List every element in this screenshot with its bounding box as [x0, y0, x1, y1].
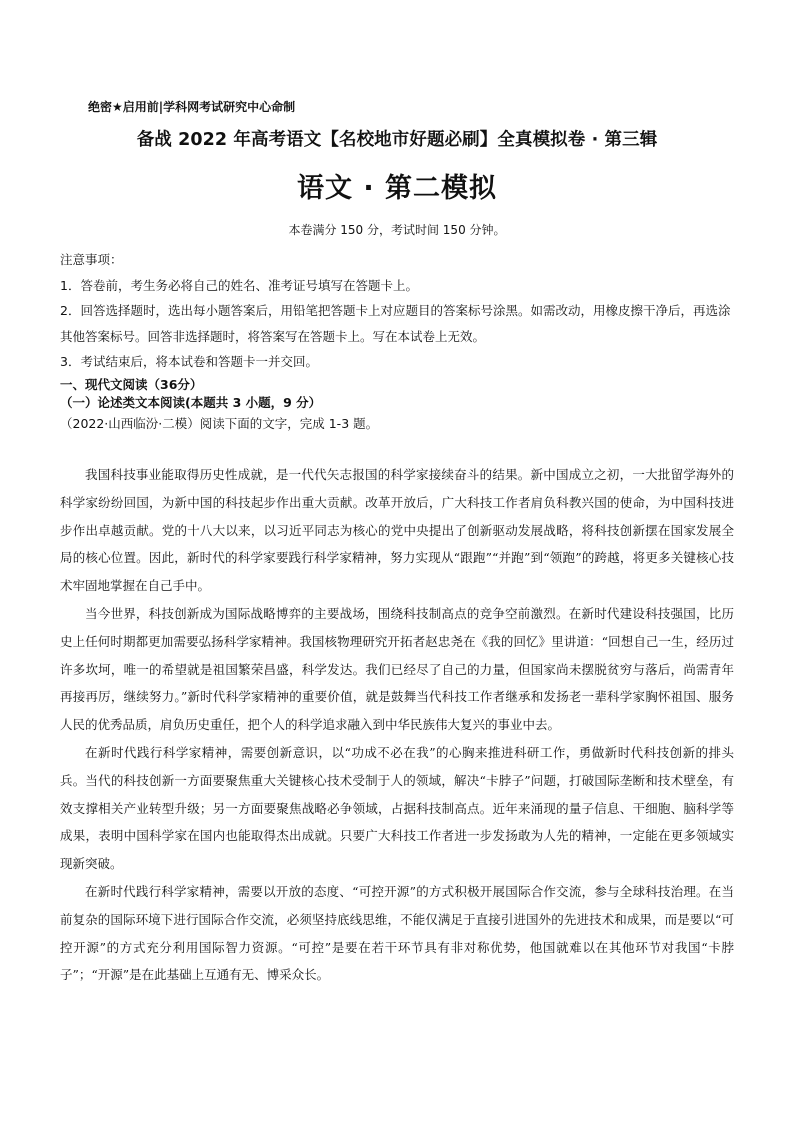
- section-heading: 一、现代文阅读（36分）: [60, 376, 203, 392]
- confidential-label: 绝密★启用前|学科网考试研究中心命制: [88, 100, 296, 114]
- passage-paragraph: 在新时代践行科学家精神，需要创新意识，以“功成不必在我”的心胸来推进科研工作，勇做新时代科技创新的排头兵。当代的科技创新一方面要聚焦重大关键核心技术受制于人的领域，解决“卡脖子”问题，打破国际垄断和技术壁垒，有效支撑相关产业转型升级；另一方面要聚焦战略必争领域，占据科技制高点。近年来涌现的量子信息、干细胞、脑科学等成果，表明中国科学家在国内也能取得杰出成就。只要广大科技工作者进一步发扬敢为人先的精神，一定能在更多领域实现新突破。: [60, 744, 734, 872]
- exam-meta: 本卷满分 150 分，考试时间 150 分钟。: [288, 223, 506, 237]
- page-title: 语文 · 第二模拟: [296, 173, 498, 204]
- passage-paragraph: 我国科技事业能取得历史性成就，是一代代矢志报国的科学家接续奋斗的结果。新中国成立之初，一大批留学海外的科学家纷纷回国，为新中国的科技起步作出重大贡献。改革开放后，广大科技工作者肩负科教兴国的使命，为中国科技进步作出卓越贡献。党的十八大以来，以习近平同志为核心的党中央提出了创新驱动发展战略，将科技创新摆在国家发展全局的核心位置。因此，新时代的科学家要践行科学家精神，努力实现从“跟跑”“并跑”到“领跑”的跨越，将更多关键核心技术牢固地掌握在自己手中。: [60, 467, 734, 594]
- passage-paragraph: 在新时代践行科学家精神，需要以开放的态度、“可控开源”的方式积极开展国际合作交流，参与全球科技治理。在当前复杂的国际环境下进行国际合作交流，必须坚持底线思维，不能仅满足于直接引进国外的先进技术和成果，而是要以“可控开源”的方式充分利用国际智力资源。“可控”是要在若干环节具有非对称优势，他国就难以在其他环节对我国“卡脖子”；“开源”是在此基础上互通有无、博采众长。: [60, 883, 734, 983]
- instruction-item: 2．回答选择题时，选出每小题答案后，用铅笔把答题卡上对应题目的答案标号涂黑。如需改动，用橡皮擦干净后，再选涂其他答案标号。回答非选择题时，将答案写在答题卡上。写在本试卷上无效。: [60, 303, 731, 344]
- reading-passage: [60, 461, 734, 989]
- instruction-item: 3．考试结束后，将本试卷和答题卡一并交回。: [60, 354, 318, 369]
- passage-paragraph: 当今世界，科技创新成为国际战略博弈的主要战场，围绕科技制高点的竞争空前激烈。在新时代建设科技强国，比历史上任何时期都更加需要弘扬科学家精神。我国核物理研究开拓者赵忠尧在《我的回忆》里讲道：“回想自己一生，经历过许多坎坷，唯一的希望就是祖国繁荣昌盛，科学发达。我们已经尽了自己的力量，但国家尚未摆脱贫穷与落后，尚需青年再接再厉，继续努力。”新时代科学家精神的重要价值，就是鼓舞当代科技工作者继承和发扬老一辈科学家胸怀祖国、服务人民的优秀品质，肩负历史重任，把个人的科学追求融入到中华民族伟大复兴的事业中去。: [60, 605, 734, 733]
- instructions-heading: 注意事项：: [60, 252, 123, 267]
- instructions: [60, 247, 740, 436]
- question-source: （2022·山西临汾·二模）阅读下面的文字，完成 1-3 题。: [60, 415, 379, 431]
- instruction-item: 1．答卷前，考生务必将自己的姓名、准考证号填写在答题卡上。: [60, 277, 418, 293]
- subsection-heading: （一）论述类文本阅读(本题共 3 小题，9 分）: [60, 394, 322, 410]
- series-title: 备战 2022 年高考语文【名校地市好题必刷】全真模拟卷 · 第三辑: [136, 130, 658, 150]
